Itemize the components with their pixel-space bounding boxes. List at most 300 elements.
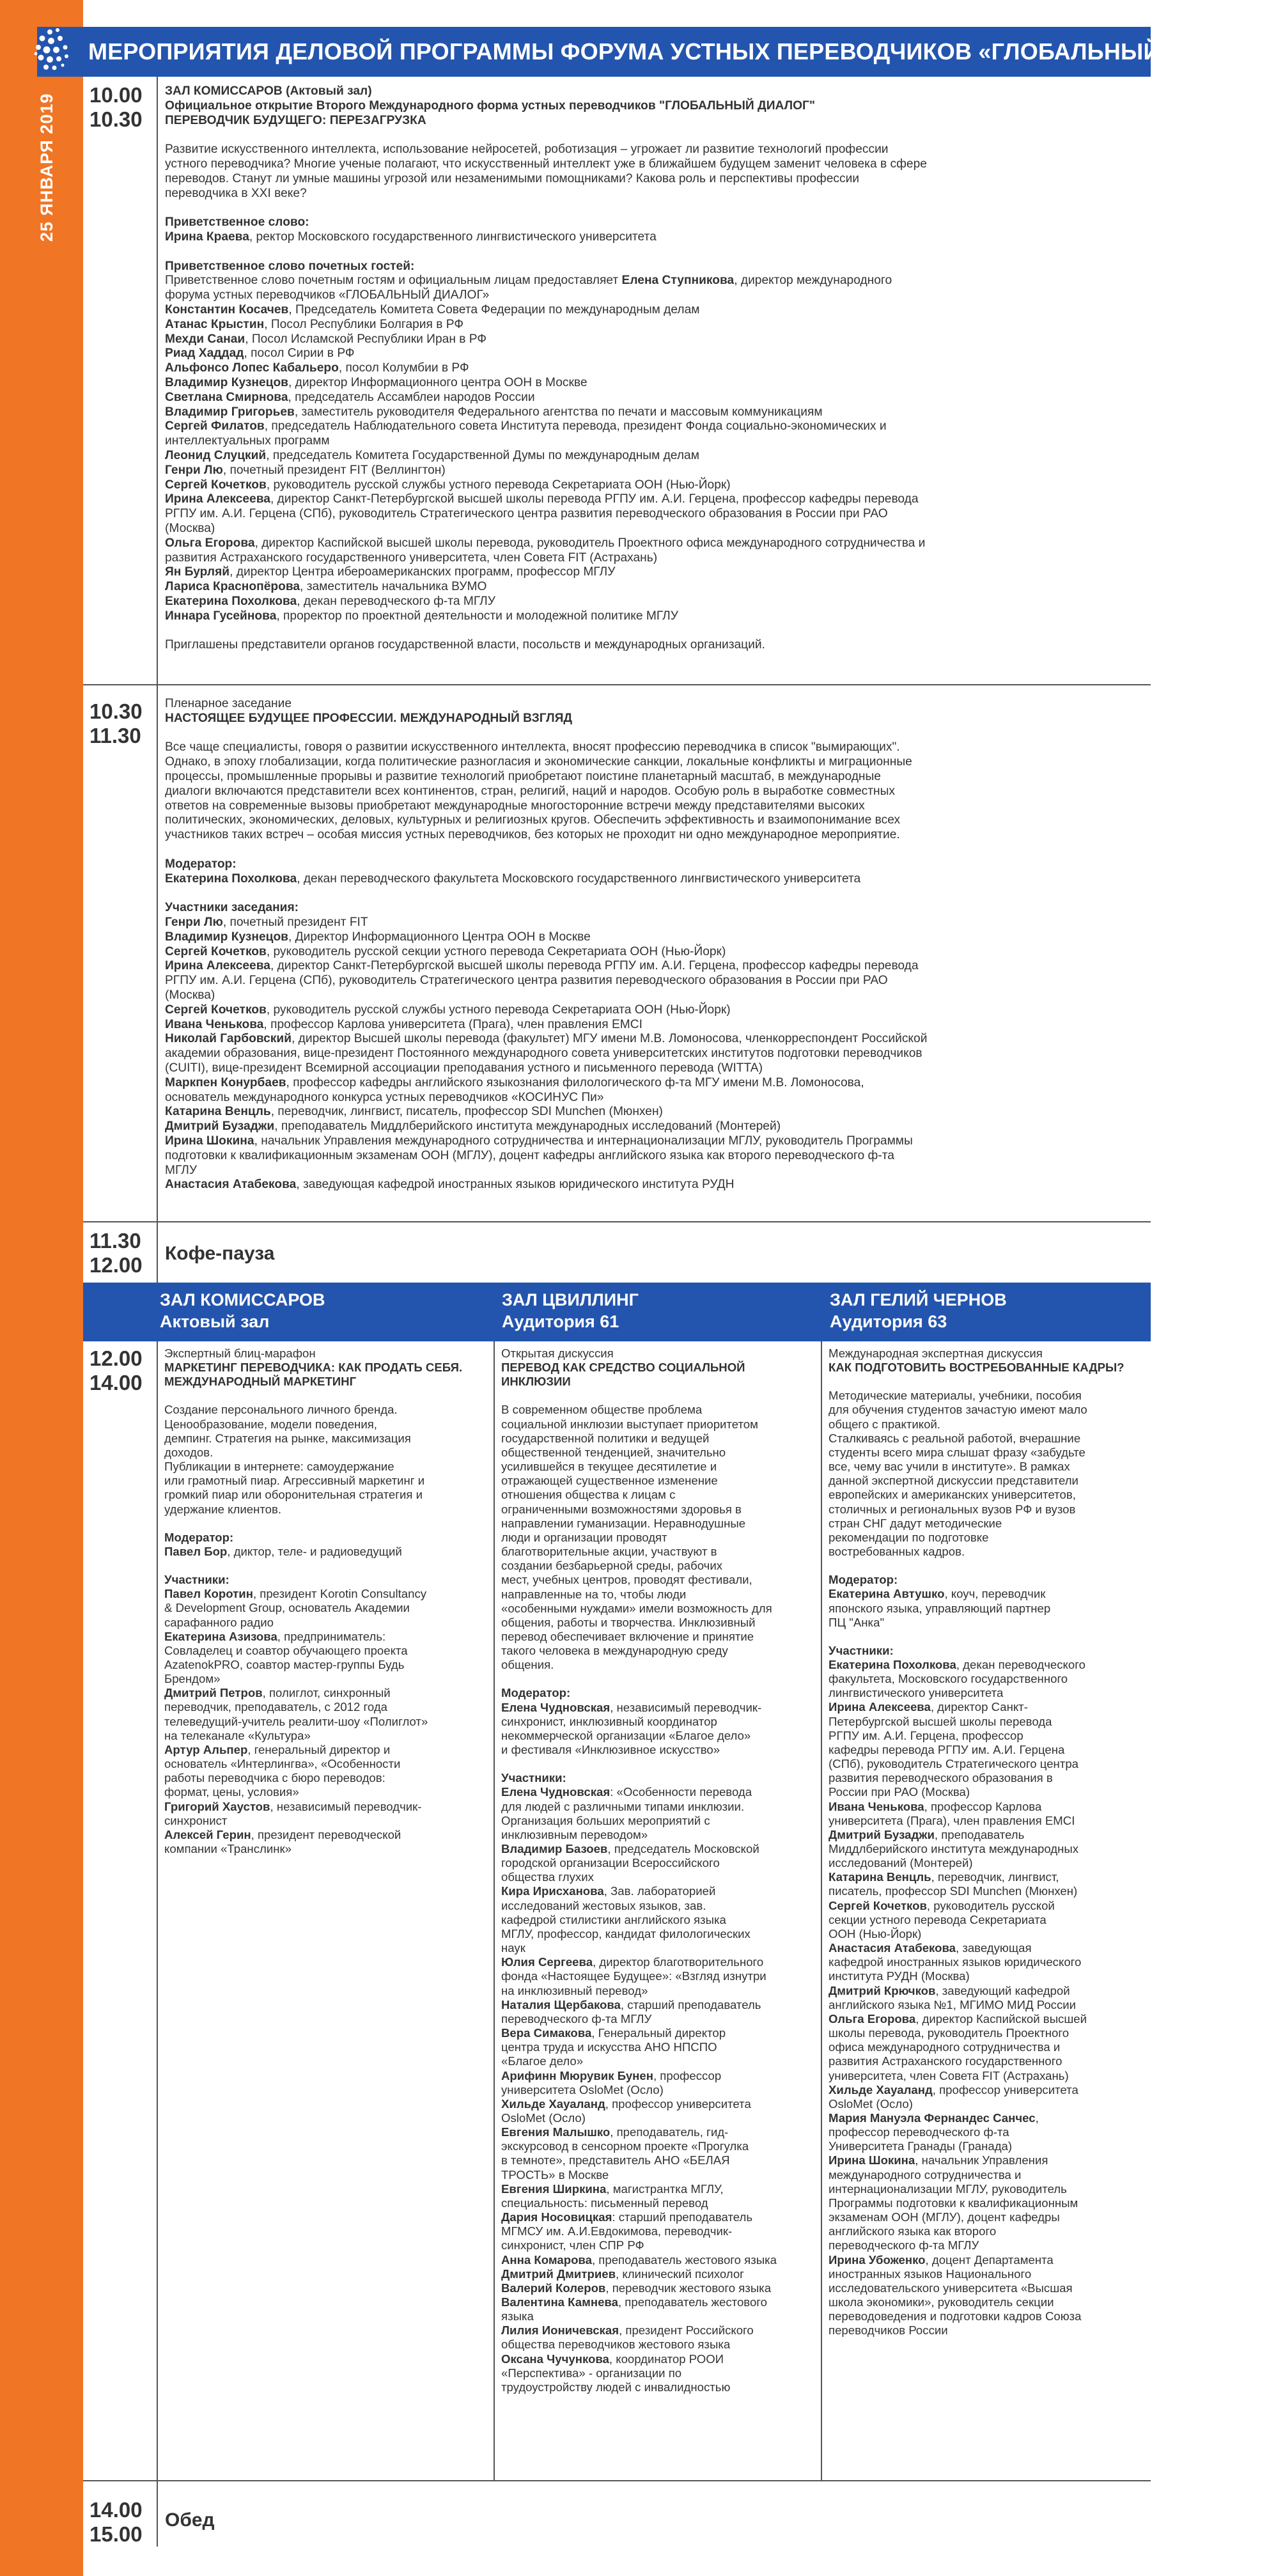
list-item bbox=[165, 1091, 1138, 1105]
list-item bbox=[501, 1913, 814, 1927]
speaker-role: исследований (Монтерей) bbox=[829, 1856, 973, 1870]
list-item bbox=[165, 1105, 1138, 1120]
coffee-break-label: Кофе-пауза bbox=[165, 1243, 275, 1264]
list-item bbox=[164, 1658, 487, 1672]
divider bbox=[157, 77, 158, 684]
speaker-role: общества глухих bbox=[501, 1870, 594, 1884]
speaker-name: Дмитрий Бузаджи bbox=[829, 1827, 935, 1841]
speaker-role: синхронист bbox=[164, 1813, 228, 1827]
speaker-name: Генри Лю bbox=[165, 915, 223, 929]
speaker-role: подготовки к квалификационным экзаменам ООН (МГЛУ), доцент кафедры английского языка как второго переводческого ф-та bbox=[165, 1148, 894, 1162]
list-item bbox=[501, 2139, 814, 2153]
text-line: японского языка, управляющий партнер bbox=[829, 1601, 1051, 1615]
speaker-name: Владимир Кузнецов bbox=[165, 930, 288, 944]
list-item bbox=[165, 347, 1138, 361]
speaker-role: английского языка как второго bbox=[829, 2224, 997, 2238]
list-item bbox=[501, 1884, 814, 1898]
list-item bbox=[501, 2238, 814, 2252]
speaker-role: России при РАО (Москва) bbox=[829, 1785, 970, 1799]
speaker-role: , заведующая кафедрой иностранных языков юридического института РУДН bbox=[296, 1178, 735, 1192]
speaker-role: офиса международного сотрудничества и bbox=[829, 2040, 1061, 2054]
list-item bbox=[829, 2083, 1142, 2097]
speaker-role: Петербургской высшей школы перевода bbox=[829, 1714, 1052, 1728]
list-item bbox=[165, 405, 1138, 420]
speaker-name: Мехди Санаи bbox=[165, 332, 245, 346]
list-item bbox=[501, 1998, 814, 2012]
speaker-name: Анна Комарова bbox=[501, 2252, 592, 2267]
speaker-name: Атанас Крыстин bbox=[165, 317, 265, 331]
session-content bbox=[165, 697, 1138, 1192]
speaker-role: МГЛУ bbox=[165, 1163, 198, 1177]
speaker-role: , независимый переводчик- bbox=[270, 1799, 422, 1813]
participants-list bbox=[165, 916, 1138, 1192]
list-item bbox=[501, 1785, 814, 1799]
speaker-role: , директор благотворительного bbox=[593, 1955, 764, 1969]
date-band bbox=[0, 0, 83, 2576]
list-item bbox=[829, 2153, 1142, 2167]
list-item bbox=[501, 1842, 814, 1856]
speaker-name: Екатерина Похолкова bbox=[165, 594, 297, 608]
text-line: отражающей существенное изменение bbox=[501, 1474, 718, 1488]
speaker-role: синхронист, член СПР РФ bbox=[501, 2238, 644, 2252]
list-item bbox=[501, 2210, 814, 2224]
speaker-role: Университета Гранады (Гранада) bbox=[829, 2139, 1013, 2153]
speaker-role: , заведующий кафедрой bbox=[935, 1983, 1070, 1997]
text-line: и фестиваля «Инклюзивное искусство» bbox=[501, 1743, 720, 1757]
text-line: ЗАЛ КОМИССАРОВ (Актовый зал) bbox=[165, 84, 372, 98]
moderator bbox=[829, 1587, 1142, 1629]
speaker-role: , директор Высшей школы перевода (факультет) МГУ имени М.В. Ломоносова, членкорреспондент Российской bbox=[292, 1032, 928, 1046]
speaker-role: , профессор Карлова университета (Прага), член правления EMCI bbox=[263, 1017, 642, 1031]
list-item bbox=[165, 1134, 1138, 1149]
speaker-role: , директор Каспийской высшей школы перевода, руководитель Проектного офиса международного сотрудничества и bbox=[254, 536, 926, 550]
list-item bbox=[164, 1842, 487, 1856]
speaker-name: Сергей Кочетков bbox=[165, 478, 267, 492]
list-item bbox=[501, 1941, 814, 1955]
speaker-role: , декан переводческого bbox=[956, 1657, 1085, 1671]
speaker-role: Миддлберийского института международных bbox=[829, 1842, 1079, 1855]
list-item bbox=[501, 2323, 814, 2338]
divider bbox=[821, 1341, 822, 2480]
list-item bbox=[501, 2309, 814, 2323]
speaker-role: , начальник Управления bbox=[915, 2153, 1048, 2167]
text-line: общественной тенденцией, значительно bbox=[501, 1445, 726, 1459]
speaker-name: Ирина Краева bbox=[165, 230, 249, 244]
speaker-role: центра труда и искусства АНО НПСПО bbox=[501, 2040, 717, 2054]
list-item bbox=[501, 1870, 814, 1884]
text-line: переводов. Станут ли умные машины угрозой или незаменимыми помощниками? Какова роль и перспективы профессии bbox=[165, 171, 860, 185]
speaker-role: , профессор кафедры английского языкознания филологического ф-та МГУ имени М.В. Ломоносова, bbox=[286, 1075, 864, 1089]
speaker-role: в темноте», представитель АНО «БЕЛАЯ bbox=[501, 2153, 730, 2167]
list-item bbox=[165, 376, 1138, 391]
speaker-role: , старший преподаватель bbox=[620, 1997, 761, 2011]
session-intro bbox=[165, 143, 1138, 201]
speaker-role: , руководитель русской секции устного перевода Секретариата ООН (Нью-Йорк) bbox=[266, 944, 726, 958]
list-item bbox=[829, 1785, 1142, 1799]
list-item bbox=[165, 945, 1138, 960]
speaker-name: Константин Косачев bbox=[165, 302, 289, 316]
speaker-role: специальность: письменный перевод bbox=[501, 2196, 708, 2210]
session-time bbox=[83, 699, 153, 748]
speaker-role: , председатель Ассамблеи народов России bbox=[288, 390, 535, 404]
speaker-name: Ольга Егорова bbox=[829, 2011, 916, 2026]
list-item bbox=[165, 1149, 1138, 1164]
speaker-role: , преподаватель жестового языка bbox=[591, 2252, 777, 2267]
speaker-name: Сергей Филатов bbox=[165, 419, 265, 433]
text-line: данной экспертной дискуссии представители bbox=[829, 1474, 1078, 1488]
speaker-role: на инклюзивный перевод» bbox=[501, 1983, 648, 1997]
text-line: Ценообразование, модели поведения, bbox=[164, 1417, 377, 1431]
list-item bbox=[829, 1941, 1142, 1955]
speaker-name: Дмитрий Бузаджи bbox=[165, 1120, 275, 1134]
speaker-role: МГЛУ, профессор, кандидат филологических bbox=[501, 1926, 751, 1940]
speaker-role: РГПУ им. А.И. Герцена (СПб), руководитель Стратегического центра развития переводческого образования в России при РАО bbox=[165, 974, 888, 988]
speaker-name: Ивана Ченькова bbox=[829, 1799, 924, 1813]
speaker-role: , директор Центра ибероамериканских программ, профессор МГЛУ bbox=[230, 565, 616, 579]
speaker-name: Николай Гарбовский bbox=[165, 1032, 292, 1046]
speaker-name: Арифинн Мюрувик Бунен bbox=[501, 2068, 653, 2082]
speaker-role: , председатель Комитета Государственной Думы по международным делам bbox=[266, 448, 699, 462]
list-item bbox=[164, 1828, 487, 1842]
list-item bbox=[829, 2210, 1142, 2224]
speaker-role: основатель международного конкурса устных переводчиков «КОСИНУС Пи» bbox=[165, 1090, 604, 1104]
text-line: отношения общества к лицам с bbox=[501, 1488, 676, 1502]
speaker-role: , президент Российского bbox=[619, 2323, 754, 2338]
speaker-name: Ирина Алексеева bbox=[165, 959, 270, 973]
speaker-role: , председатель Наблюдательного совета Института перевода, президент Фонда социально-экономических и bbox=[264, 419, 887, 433]
list-item bbox=[165, 1018, 1138, 1033]
speaker-role: , председатель Московской bbox=[607, 1842, 759, 1855]
list-item bbox=[165, 391, 1138, 405]
guests-list bbox=[165, 303, 1138, 624]
speaker-role: ТРОСТЬ» в Москве bbox=[501, 2167, 609, 2182]
list-item bbox=[829, 2238, 1142, 2252]
text-line: люди и организации проводят bbox=[501, 1530, 667, 1544]
session-time bbox=[83, 2498, 153, 2547]
text-line: диалоги включаются представители всех континентов, стран, религий, наций и народов. Особую роль в выработке совместных bbox=[165, 784, 895, 798]
speaker-role: , проректор по проектной деятельности и молодежной политике МГЛУ bbox=[276, 609, 678, 623]
list-item bbox=[164, 1686, 487, 1700]
speaker-name: Риад Хаддад bbox=[165, 347, 244, 361]
speaker-name: Светлана Смирнова bbox=[165, 390, 288, 404]
speaker-name: Сергей Кочетков bbox=[165, 944, 267, 958]
session-kind: Пленарное заседание bbox=[165, 697, 292, 710]
speaker-name: Сергей Кочетков bbox=[165, 1003, 267, 1017]
speaker-role: , профессор Карлова bbox=[924, 1799, 1042, 1813]
speaker-role: экзаменам ООН (МГЛУ), доцент кафедры bbox=[829, 2210, 1060, 2224]
speaker-role: , Директор Информационного Центра ООН в Москве bbox=[288, 930, 591, 944]
speaker-name: Павел Бор bbox=[164, 1544, 228, 1558]
text-line: Методические материалы, учебники, пособия bbox=[829, 1389, 1082, 1403]
speaker-name: Екатерина Азизова bbox=[164, 1629, 277, 1643]
list-item bbox=[165, 930, 1138, 945]
speaker-name: Леонид Слуцкий bbox=[165, 448, 267, 462]
list-item bbox=[501, 2054, 814, 2068]
participants-list bbox=[501, 1785, 814, 2394]
speaker-role: & Development Group, основатель Академии bbox=[164, 1601, 410, 1615]
text-line: усилившейся в текущее десятилетие и bbox=[501, 1460, 717, 1474]
speaker-role: , профессор университета bbox=[605, 2096, 751, 2111]
speaker-role: (СПб), руководитель Стратегического центра bbox=[829, 1757, 1079, 1771]
list-item bbox=[829, 1955, 1142, 1969]
list-item bbox=[501, 2352, 814, 2366]
session-content bbox=[165, 84, 1138, 653]
list-item bbox=[829, 1800, 1142, 1814]
text-line: Создание персонального личного бренда. bbox=[164, 1403, 398, 1417]
list-item bbox=[165, 988, 1138, 1003]
speaker-role: , директор Информационного центра ООН в Москве bbox=[288, 375, 587, 389]
list-item bbox=[165, 1032, 1138, 1047]
hall-session-chernov bbox=[829, 1347, 1142, 2338]
speaker-role: , переводчик, лингвист, bbox=[931, 1870, 1059, 1884]
speaker-name: Наталия Щербакова bbox=[501, 1997, 621, 2011]
text-line: некоммерческой организации «Благое дело» bbox=[501, 1728, 751, 1742]
speaker-role: развития Астраханского государственного bbox=[829, 2054, 1062, 2068]
list-item bbox=[165, 1003, 1138, 1018]
divider bbox=[157, 2481, 158, 2547]
divider bbox=[157, 685, 158, 1221]
speaker-name: Мария Мануэла Фернандес Санчес bbox=[829, 2111, 1036, 2125]
speaker-name: Ирина Алексеева bbox=[829, 1700, 931, 1714]
session-title bbox=[165, 84, 1138, 128]
moderator-heading: Модератор: bbox=[164, 1530, 234, 1544]
list-item bbox=[501, 2026, 814, 2040]
list-item bbox=[829, 2323, 1142, 2338]
session-opening bbox=[83, 77, 1151, 685]
session-intro bbox=[829, 1389, 1142, 1559]
speaker-role: , посол Сирии в РФ bbox=[244, 347, 355, 361]
time-start: 12.00 bbox=[89, 1347, 143, 1370]
list-item bbox=[501, 2267, 814, 2281]
list-item bbox=[501, 1856, 814, 1870]
speaker-name: Дмитрий Крючков bbox=[829, 1983, 936, 1997]
text-line: демпинг. Стратегия на рынке, максимизация bbox=[164, 1431, 411, 1445]
text-line: Публикации в интернете: самоудержание bbox=[164, 1460, 394, 1474]
speaker-role: развития Астраханского государственного университета, член Совета FIT (Астрахань) bbox=[165, 550, 658, 565]
session-intro bbox=[501, 1403, 814, 1672]
list-item bbox=[829, 2309, 1142, 2323]
speaker-role: , ректор Московского государственного лингвистического университета bbox=[249, 230, 657, 244]
speaker-role: Программы подготовки к квалификационным bbox=[829, 2196, 1078, 2210]
list-item bbox=[829, 2253, 1142, 2267]
list-item bbox=[501, 2338, 814, 2352]
list-item bbox=[165, 507, 1138, 522]
list-item bbox=[165, 1178, 1138, 1192]
text-line: такого человека в международную среду bbox=[501, 1644, 728, 1658]
speaker-role: фонда «Настоящее Будущее»: «Взгляд изнутри bbox=[501, 1969, 766, 1983]
participants-list bbox=[829, 1658, 1142, 2338]
list-item bbox=[165, 1164, 1138, 1178]
text-line: ограниченными возможностями здоровья в bbox=[501, 1502, 742, 1516]
speaker-role: , переводчик жестового языка bbox=[605, 2281, 772, 2295]
session-kind: Экспертный блиц-марафон bbox=[164, 1347, 316, 1360]
list-item bbox=[501, 1814, 814, 1828]
hall-title-komissarov: ЗАЛ КОМИССАРОВ Актовый зал bbox=[160, 1290, 325, 1331]
text-line: общения. bbox=[501, 1658, 554, 1672]
list-item bbox=[165, 1047, 1138, 1061]
list-item bbox=[829, 1828, 1142, 1842]
speaker-role: университета, член Совета FIT (Астрахань) bbox=[829, 2068, 1069, 2082]
hall-session-komissarov bbox=[164, 1347, 487, 1856]
text-line: для обучения студентов зачастую имеют мало bbox=[829, 1403, 1087, 1417]
time-start: 10.30 bbox=[89, 699, 143, 723]
text-line: Развитие искусственного интеллекта, использование нейросетей, роботизация – угрожает ли развитие технологий профессии bbox=[165, 143, 889, 157]
speaker-role: формат, цены, условия» bbox=[164, 1785, 299, 1799]
speaker-role: , предприниматель: bbox=[277, 1629, 386, 1643]
list-item bbox=[165, 332, 1138, 347]
speaker-role: OsloMet (Осло) bbox=[501, 2111, 586, 2125]
speaker-role: университета (Прага), член правления EMCI bbox=[829, 1813, 1075, 1827]
moderator bbox=[164, 1545, 487, 1559]
list-item bbox=[501, 2069, 814, 2083]
list-item bbox=[501, 2083, 814, 2097]
speaker-role: «Перспектива» - организации по bbox=[501, 2366, 682, 2380]
speaker-role: секции устного перевода Секретариата bbox=[829, 1912, 1046, 1926]
speaker-role: интеллектуальных программ bbox=[165, 434, 330, 448]
list-item bbox=[829, 1715, 1142, 1729]
list-item bbox=[829, 1870, 1142, 1884]
speaker-role: , независимый переводчик- bbox=[610, 1700, 762, 1714]
list-item bbox=[164, 1757, 487, 1771]
text-line: ПЦ "Анка" bbox=[829, 1615, 885, 1629]
guests-intro-line: форума устных переводчиков «ГЛОБАЛЬНЫЙ ДИАЛОГ» bbox=[165, 288, 490, 302]
list-item bbox=[501, 1800, 814, 1814]
list-item bbox=[165, 464, 1138, 478]
speaker-role: , президент Korotin Consultancy bbox=[253, 1587, 427, 1601]
speaker-name: Юлия Сергеева bbox=[501, 1955, 593, 1969]
list-item bbox=[164, 1715, 487, 1729]
list-item bbox=[501, 2168, 814, 2182]
speaker-role: работы переводчика с бюро переводов: bbox=[164, 1771, 385, 1785]
speaker-role: , полиглот, синхронный bbox=[262, 1686, 391, 1700]
speaker-role: переводческого ф-та МГЛУ bbox=[829, 2238, 979, 2252]
speaker-name: Владимир Базоев bbox=[501, 1842, 608, 1855]
text-line: удержание клиентов. bbox=[164, 1502, 282, 1516]
list-item bbox=[829, 1856, 1142, 1870]
session-kind: Открытая дискуссия bbox=[501, 1347, 614, 1360]
speaker-role: университета OsloMet (Осло) bbox=[501, 2082, 664, 2096]
speaker-name: Владимир Кузнецов bbox=[165, 375, 288, 389]
speaker-role: городской организации Всероссийского bbox=[501, 1856, 720, 1870]
list-item bbox=[829, 1658, 1142, 1672]
list-item bbox=[829, 2139, 1142, 2153]
text-line: устного переводчика? Многие ученые полагают, что искусственный интеллект уже в ближайшем будущем заменит человека в сфере bbox=[165, 157, 927, 171]
speaker-role: МГМСУ им. А.И.Евдокимова, переводчик- bbox=[501, 2224, 733, 2238]
speaker-name: Валентина Камнева bbox=[501, 2295, 618, 2309]
list-item bbox=[164, 1644, 487, 1658]
text-line: КАК ПОДГОТОВИТЬ ВОСТРЕБОВАННЫЕ КАДРЫ? bbox=[829, 1361, 1124, 1375]
speaker-role: ООН (Нью-Йорк) bbox=[829, 1926, 922, 1940]
speaker-role: , преподаватель, гид- bbox=[610, 2125, 729, 2139]
hall-title-tsvilling: ЗАЛ ЦВИЛЛИНГ Аудитория 61 bbox=[502, 1290, 639, 1331]
speaker-role: школа экономики», руководитель секции bbox=[829, 2295, 1054, 2309]
list-item bbox=[829, 1842, 1142, 1856]
speaker-role: , доцент Департамента bbox=[925, 2252, 1054, 2267]
participants-heading: Участники: bbox=[164, 1573, 230, 1587]
speaker-name: Кира Ирисханова bbox=[501, 1884, 604, 1898]
speaker-role: , коуч, переводчик bbox=[944, 1587, 1046, 1601]
list-item bbox=[164, 1587, 487, 1601]
text-line: ПЕРЕВОД КАК СРЕДСТВО СОЦИАЛЬНОЙ bbox=[501, 1361, 745, 1375]
text-line: доходов. bbox=[164, 1445, 214, 1459]
participants-heading: Участники заседания: bbox=[165, 901, 299, 915]
speaker-role: иностранных языков Национального bbox=[829, 2267, 1032, 2281]
speaker-role: Совладелец и соавтор обучающего проекта bbox=[164, 1643, 408, 1657]
session-content bbox=[165, 1243, 1138, 1265]
session-time bbox=[83, 1347, 153, 1395]
list-item bbox=[164, 1601, 487, 1615]
speaker-name: Павел Коротин bbox=[164, 1587, 253, 1601]
list-item bbox=[829, 1743, 1142, 1757]
moderator bbox=[165, 872, 1138, 887]
list-item bbox=[501, 2040, 814, 2054]
list-item bbox=[501, 1955, 814, 1969]
speaker-role: , начальник Управления международного сотрудничества и интернационализации МГЛУ, руководитель Программы bbox=[254, 1134, 913, 1148]
header-bar bbox=[37, 27, 1276, 77]
list-item bbox=[501, 2196, 814, 2210]
welcome-speaker bbox=[165, 230, 1138, 245]
speaker-role: школы перевода, руководитель Проектного bbox=[829, 2026, 1070, 2040]
coffee-break bbox=[83, 1222, 1151, 1283]
speaker-role: , профессор университета bbox=[932, 2082, 1078, 2096]
speaker-role: Брендом» bbox=[164, 1672, 221, 1686]
speaker-role: , магистрантка МГЛУ, bbox=[606, 2182, 724, 2196]
speaker-role: наук bbox=[501, 1941, 525, 1955]
date-label: 25 ЯНВАРЯ 2019 bbox=[37, 93, 56, 242]
list-item bbox=[165, 536, 1138, 551]
speaker-role: кафедрой стилистики английского языка bbox=[501, 1912, 726, 1926]
time-start: 14.00 bbox=[89, 2498, 143, 2522]
list-item bbox=[165, 522, 1138, 536]
text-line: ответов на современные вызовы приобретают международные многосторонние встречи между представителями высоких bbox=[165, 799, 865, 813]
speaker-role: AzatenokPRO, соавтор мастер-группы Будь bbox=[164, 1657, 405, 1671]
list-item bbox=[829, 2097, 1142, 2111]
speaker-name: Оксана Чучункова bbox=[501, 2352, 609, 2366]
list-item bbox=[829, 1899, 1142, 1913]
speaker-role: факультета, Московского государственного bbox=[829, 1672, 1068, 1686]
text-line: ИНКЛЮЗИИ bbox=[501, 1375, 571, 1389]
session-plenary bbox=[83, 685, 1151, 1222]
list-item bbox=[165, 1061, 1138, 1076]
text-line: Официальное открытие Второго Международного форма устных переводчиков "ГЛОБАЛЬНЫЙ ДИАЛОГ" bbox=[165, 98, 815, 113]
dots-globe-logo-icon bbox=[31, 24, 84, 78]
text-line: переводчика в XXI веке? bbox=[165, 186, 307, 200]
speaker-role: , диктор, теле- и радиоведущий bbox=[227, 1544, 402, 1558]
time-end: 12.00 bbox=[89, 1253, 143, 1277]
list-item bbox=[165, 449, 1138, 464]
speaker-role: , клинический психолог bbox=[616, 2267, 744, 2281]
speaker-role: , Посол Республики Болгария в РФ bbox=[264, 317, 463, 331]
speaker-role: , директор Санкт-Петербургской высшей школы перевода РГПУ им. А.И. Герцена, профессор кафедры перевода bbox=[270, 959, 919, 973]
speaker-role: академии образования, вице-президент Постоянного международного совета университетских институтов подготовки переводчиков bbox=[165, 1047, 922, 1061]
speaker-role: интернационализации МГЛУ, руководитель bbox=[829, 2182, 1067, 2196]
list-item bbox=[829, 1814, 1142, 1828]
speaker-name: Екатерина Автушко bbox=[829, 1587, 945, 1601]
list-item bbox=[164, 1672, 487, 1686]
text-line: политических, экономических, деловых, культурных и религиозных кругов. Обеспечить эффективность и взаимопонимание всех bbox=[165, 813, 901, 827]
list-item bbox=[164, 1630, 487, 1644]
speaker-role: , генеральный директор и bbox=[247, 1742, 391, 1756]
speaker-name: Екатерина Похолкова bbox=[829, 1657, 956, 1671]
speaker-role: Организация больших мероприятий с bbox=[501, 1813, 710, 1827]
speaker-role: , президент переводческой bbox=[251, 1827, 401, 1841]
divider bbox=[157, 1222, 158, 1283]
moderator bbox=[501, 1701, 814, 1758]
list-item bbox=[164, 1616, 487, 1630]
speaker-role: института РУДН (Москва) bbox=[829, 1969, 970, 1983]
text-line: синхронист, инклюзивный координатор bbox=[501, 1714, 717, 1728]
list-item bbox=[501, 1899, 814, 1913]
